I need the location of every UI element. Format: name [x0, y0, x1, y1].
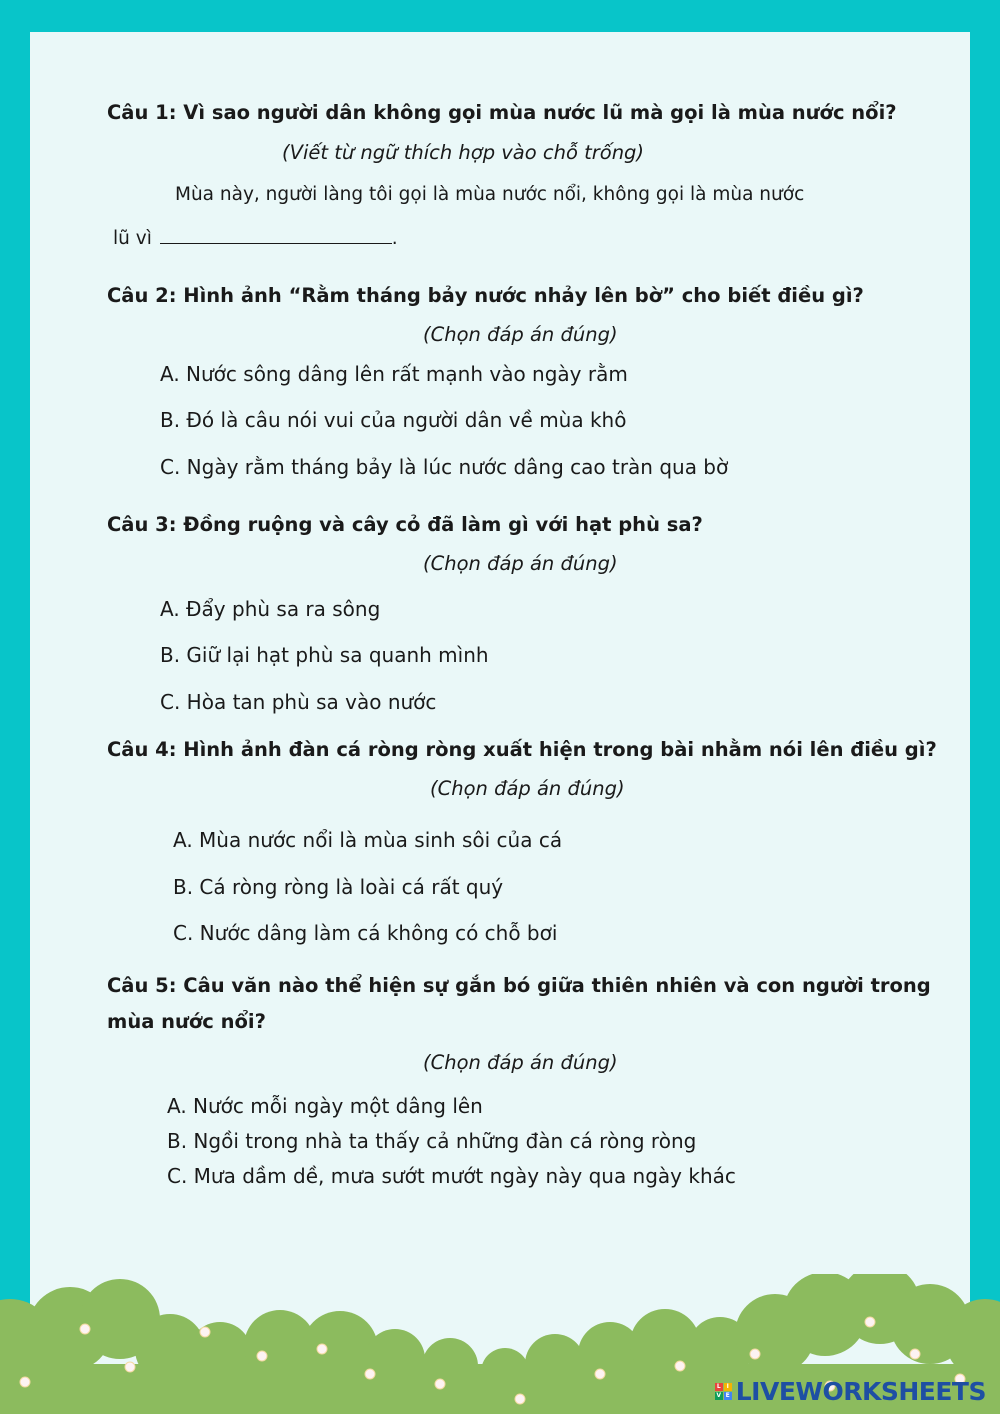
question-5-option-b[interactable]: B. Ngồi trong nhà ta thấy cả những đàn cá ròng ròng [167, 1129, 697, 1153]
logo-letter-i: I [724, 1383, 732, 1391]
question-1-answer-line [113, 228, 398, 249]
question-2-title: Câu 2: Hình ảnh “Rằm tháng bảy nước nhảy lên bờ” cho biết điều gì? [107, 284, 864, 307]
question-1-suffix: . [391, 228, 398, 249]
question-3-option-c[interactable]: C. Hòa tan phù sa vào nước [160, 690, 437, 714]
question-4-hint: (Chọn đáp án đúng) [430, 777, 625, 800]
logo-letter-v: V [716, 1392, 722, 1399]
logo-mark-icon [715, 1383, 732, 1400]
question-3-option-b[interactable]: B. Giữ lại hạt phù sa quanh mình [160, 643, 489, 667]
question-2-option-a[interactable]: A. Nước sông dâng lên rất mạnh vào ngày rằm [160, 362, 628, 386]
question-3-title: Câu 3: Đồng ruộng và cây cỏ đã làm gì với hạt phù sa? [107, 513, 703, 536]
question-3-hint: (Chọn đáp án đúng) [423, 552, 618, 575]
question-4-option-a[interactable]: A. Mùa nước nổi là mùa sinh sôi của cá [173, 828, 563, 852]
question-4-option-c[interactable]: C. Nước dâng làm cá không có chỗ bơi [173, 921, 558, 945]
question-5-title-line-1: Câu 5: Câu văn nào thể hiện sự gắn bó giữa thiên nhiên và con người trong [107, 974, 931, 997]
question-2-option-b[interactable]: B. Đó là câu nói vui của người dân về mùa khô [160, 408, 627, 432]
question-1-title: Câu 1: Vì sao người dân không gọi mùa nước lũ mà gọi là mùa nước nổi? [107, 101, 897, 124]
logo-letter-l: L [715, 1383, 723, 1391]
question-4-option-b[interactable]: B. Cá ròng ròng là loài cá rất quý [173, 875, 504, 899]
question-5-hint: (Chọn đáp án đúng) [423, 1051, 618, 1074]
answer-blank-input[interactable] [160, 243, 392, 244]
logo-text: LIVEWORKSHEETS [735, 1377, 986, 1406]
liveworksheets-logo [715, 1377, 986, 1406]
question-2-option-c[interactable]: C. Ngày rằm tháng bảy là lúc nước dâng cao tràn qua bờ [160, 455, 729, 479]
question-1-sentence: Mùa này, người làng tôi gọi là mùa nước nổi, không gọi là mùa nước [175, 184, 805, 205]
question-1-hint: (Viết từ ngữ thích hợp vào chỗ trống) [282, 141, 645, 164]
question-3-option-a[interactable]: A. Đẩy phù sa ra sông [160, 597, 381, 621]
logo-letter-e: E [725, 1392, 730, 1399]
question-1-prefix: lũ vì [113, 228, 152, 249]
question-2-hint: (Chọn đáp án đúng) [423, 323, 618, 346]
question-5-option-c[interactable]: C. Mưa dầm dề, mưa sướt mướt ngày này qua ngày khác [167, 1164, 736, 1188]
question-4-title: Câu 4: Hình ảnh đàn cá ròng ròng xuất hiện trong bài nhằm nói lên điều gì? [107, 738, 937, 761]
question-5-title-line-2: mùa nước nổi? [107, 1010, 266, 1033]
question-5-option-a[interactable]: A. Nước mỗi ngày một dâng lên [167, 1094, 483, 1118]
